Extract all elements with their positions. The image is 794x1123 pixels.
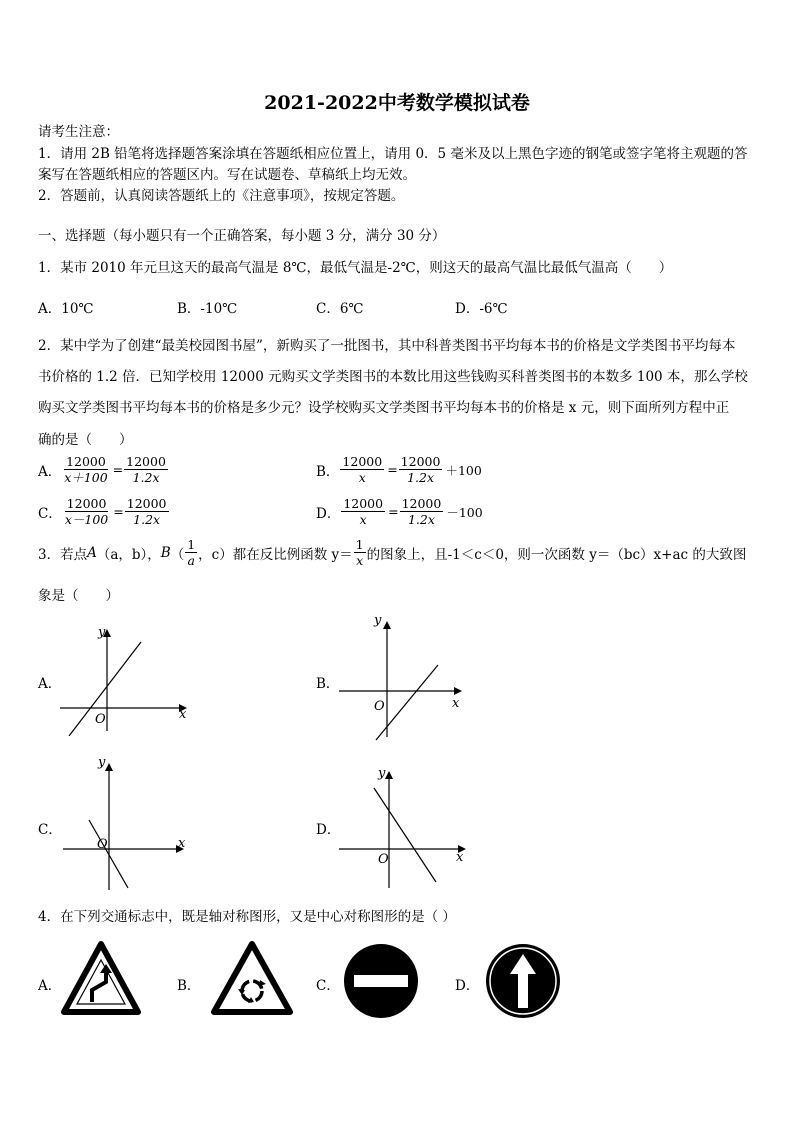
- axis-x-label: x: [452, 696, 460, 711]
- q4-label-c: C．: [316, 978, 340, 994]
- q2-line-1: 2．某中学为了创建“最美校园图书屋”，新购买了一批图书，其中科普类图书平均每本书的价格是文学类图书平均每本: [38, 338, 736, 354]
- fraction-one-over-x: [354, 537, 366, 568]
- fraction-right: [400, 496, 444, 527]
- q3-stem-line-1: [38, 537, 746, 568]
- q3-label-a: A．: [38, 676, 62, 692]
- double-bend-sign-icon: [60, 940, 142, 1016]
- q4-label-d: D．: [455, 978, 480, 994]
- option-label: D．: [316, 505, 341, 522]
- equals-sign: =: [387, 462, 398, 477]
- roundabout-sign-icon: [210, 940, 294, 1016]
- point-b-label: B: [160, 544, 171, 561]
- numerator: 12000: [126, 454, 166, 469]
- axis-y-label: y: [98, 625, 106, 640]
- fraction-right: [124, 454, 168, 485]
- q2-option-a: [38, 454, 171, 485]
- q3-graph-d: [334, 760, 474, 892]
- denominator: 1.2x: [407, 512, 435, 527]
- page-title: 2021-2022中考数学模拟试卷: [264, 92, 530, 114]
- option-label: B．: [316, 463, 340, 480]
- fraction-one-over-a: [185, 537, 197, 568]
- q3-label-c: C．: [38, 822, 62, 838]
- fraction-left: [341, 496, 385, 527]
- q1-option-c: C．6℃: [316, 301, 364, 317]
- denominator: 1.2x: [133, 512, 161, 527]
- axis-y-label: y: [98, 755, 106, 770]
- denominator: 1.2x: [132, 470, 160, 485]
- numerator: 12000: [400, 454, 441, 469]
- axis-x-label: x: [179, 707, 187, 722]
- notice-line-1b: 案写在答题纸相应的答题区内。写在试题卷、草稿纸上均无效。: [38, 167, 416, 183]
- numerator: 1: [355, 537, 364, 552]
- numerator: 12000: [66, 454, 106, 469]
- q3-text: 3．若点: [38, 546, 88, 563]
- q3-text: 的图象上，且-1＜c＜0，则一次函数 y＝（bc）x+ac 的大致图: [366, 546, 747, 563]
- denominator: x: [356, 553, 364, 568]
- q3-text: （: [170, 546, 185, 563]
- option-label: C．: [38, 505, 62, 522]
- origin-label: O: [97, 837, 108, 852]
- axis-y-label: y: [378, 766, 386, 781]
- numerator: 12000: [343, 496, 384, 511]
- denominator: a: [187, 553, 195, 568]
- q4-stem: 4．在下列交通标志中，既是轴对称图形，又是中心对称图形的是（ ）: [38, 909, 456, 925]
- q4-label-b: B．: [177, 978, 201, 994]
- numerator: 12000: [66, 496, 107, 511]
- straight-ahead-sign-icon: [484, 942, 562, 1020]
- q3-text: （a，b），: [96, 546, 161, 563]
- notice-line-2: 2．答题前，认真阅读答题纸上的《注意事项》，按规定答题。: [38, 188, 405, 204]
- axis-x-label: x: [178, 836, 186, 851]
- q2-option-d: [316, 496, 483, 527]
- equals-sign: =: [388, 504, 399, 519]
- q3-graph-c: [58, 752, 198, 894]
- numerator: 12000: [126, 496, 167, 511]
- q3-stem-line-2: 象是（ ）: [38, 588, 119, 604]
- numerator: 1: [187, 537, 196, 552]
- numerator: 12000: [401, 496, 442, 511]
- q3-graph-b: [334, 612, 474, 742]
- fraction-left: [63, 496, 110, 527]
- section-heading: 一、选择题（每小题只有一个正确答案，每小题 3 分，满分 30 分）: [38, 228, 446, 244]
- fraction-right: [125, 496, 169, 527]
- option-tail: －100: [446, 504, 483, 520]
- numerator: 12000: [342, 454, 383, 469]
- q4-label-a: A．: [38, 978, 62, 994]
- q1-option-d: D．-6℃: [455, 301, 508, 317]
- q2-line-2: 书价格的 1.2 倍．已知学校用 12000 元购买文学类图书的本数比用这些钱购买科普类图书的本数多 100 本，那么学校: [38, 369, 748, 385]
- notice-heading: 请考生注意：: [38, 124, 119, 140]
- q1-stem: 1．某市 2010 年元旦这天的最高气温是 8℃，最低气温是-2℃，则这天的最高气温比最低气温高（ ）: [38, 260, 673, 276]
- q1-option-b: B．-10℃: [177, 301, 238, 317]
- q3-label-b: B．: [316, 676, 340, 692]
- fraction-right: [399, 454, 443, 485]
- point-a-label: A: [87, 544, 97, 561]
- origin-label: O: [95, 712, 106, 727]
- denominator: x＋100: [64, 470, 108, 485]
- q2-line-4: 确的是（ ）: [38, 432, 133, 448]
- option-tail: ＋100: [445, 462, 482, 478]
- fraction-left: [340, 454, 384, 485]
- origin-label: O: [374, 699, 385, 714]
- fraction-left: [62, 454, 109, 485]
- origin-label: O: [378, 852, 389, 867]
- q2-option-c: [38, 496, 172, 527]
- no-entry-sign-icon: [342, 942, 420, 1020]
- notice-line-1a: 1．请用 2B 铅笔将选择题答案涂填在答题纸相应位置上，请用 0．5 毫米及以上黑色字迹的钢笔或签字笔将主观题的答: [38, 146, 748, 162]
- q3-text: ，c）都在反比例函数 y＝: [198, 546, 353, 563]
- q3-graph-a: [55, 618, 195, 736]
- denominator: x: [359, 512, 367, 527]
- option-label: A．: [38, 463, 62, 480]
- denominator: 1.2x: [407, 470, 435, 485]
- equals-sign: =: [113, 504, 124, 519]
- denominator: x－100: [64, 512, 109, 527]
- q2-line-3: 购买文学类图书平均每本书的价格是多少元？设学校购买文学类图书平均每本书的价格是 x 元，则下面所列方程中正: [38, 400, 730, 416]
- denominator: x: [358, 470, 366, 485]
- q3-label-d: D．: [316, 822, 341, 838]
- q1-option-a: A．10℃: [38, 301, 94, 317]
- equals-sign: =: [112, 462, 124, 477]
- q2-option-b: [316, 454, 482, 485]
- axis-y-label: y: [374, 613, 382, 628]
- axis-x-label: x: [456, 850, 464, 865]
